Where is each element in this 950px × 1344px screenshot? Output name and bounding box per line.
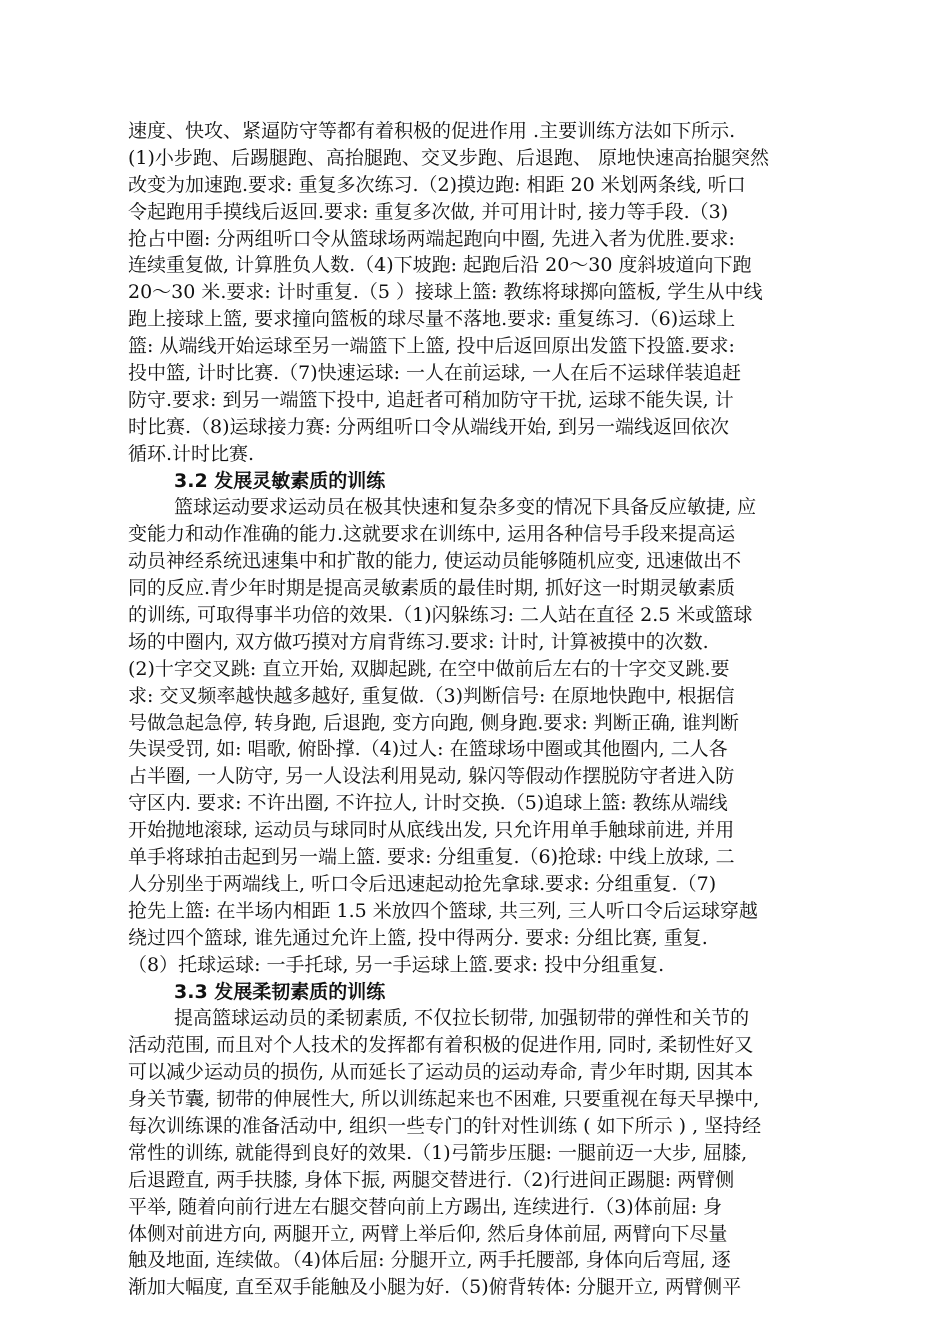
text-line: 提高篮球运动员的柔韧素质, 不仅拉长韧带, 加强韧带的弹性和关节的: [174, 1007, 750, 1030]
text-line: 篮球运动要求运动员在极其快速和复杂多变的情况下具备反应敏捷, 应: [174, 496, 757, 519]
text-line: 速度、快攻、紧逼防守等都有着积极的促进作用 .主要训练方法如下所示.: [128, 120, 736, 142]
section-heading-agility: 3.2 发展灵敏素质的训练: [174, 469, 386, 492]
text-line: 身关节囊, 韧带的伸展性大, 所以训练起来也不困难, 只要重视在每天早操中,: [128, 1088, 760, 1111]
section-heading-flexibility: 3.3 发展柔韧素质的训练: [174, 980, 386, 1003]
text-line: 绕过四个篮球, 谁先通过允许上篮, 投中得两分. 要求: 分组比赛, 重复.: [128, 926, 708, 949]
text-line: 同的反应.青少年时期是提高灵敏素质的最佳时期, 抓好这一时期灵敏素质: [128, 577, 736, 600]
text-line: 占半圈, 一人防守, 另一人设法利用晃动, 躲闪等假动作摆脱防守者进入防: [128, 765, 735, 788]
text-line: 20～30 米.要求: 计时重复.（5 ）接球上篮: 教练将球掷向篮板, 学生从中线: [128, 281, 763, 304]
text-line: 人分别坐于两端线上, 听口令后迅速起动抢先拿球.要求: 分组重复.（7): [128, 872, 717, 895]
text-line: 变能力和动作准确的能力.这就要求在训练中, 运用各种信号手段来提高运: [128, 523, 736, 546]
text-line: 单手将球拍击起到另一端上篮. 要求: 分组重复.（6)抢球: 中线上放球, 二: [128, 846, 735, 869]
text-line: 连续重复做, 计算胜负人数.（4)下坡跑: 起跑后沿 20～30 度斜坡道向下跑: [128, 254, 752, 277]
text-line: 投中篮, 计时比赛.（7)快速运球: 一人在前运球, 一人在后不运球佯装追赶: [128, 362, 742, 385]
text-line: 抢占中圈: 分两组听口令从篮球场两端起跑向中圈, 先进入者为优胜.要求:: [128, 227, 735, 250]
text-line: 守区内. 要求: 不许出圈, 不许拉人, 计时交换.（5)追球上篮: 教练从端线: [128, 792, 728, 815]
text-line: 时比赛.（8)运球接力赛: 分两组听口令从端线开始, 到另一端线返回依次: [128, 415, 730, 438]
text-line: 触及地面, 连续做。（4)体后屈: 分腿开立, 两手托腰部, 身体向后弯屈, 逐: [128, 1249, 731, 1272]
text-line: (1)小步跑、后踢腿跑、高抬腿跑、交叉步跑、后退跑、 原地快速高抬腿突然: [128, 146, 769, 169]
paragraph-agility-training: [128, 494, 862, 978]
text-line: 失误受罚, 如: 唱歌, 俯卧撑.（4)过人: 在篮球场中圈或其他圈内, 二人各: [128, 738, 728, 761]
text-line: 号做急起急停, 转身跑, 后退跑, 变方向跑, 侧身跑.要求: 判断正确, 谁判断: [128, 711, 739, 734]
paragraph-speed-training: [128, 118, 862, 468]
text-line: 平举, 随着向前行进左右腿交替向前上方踢出, 连续进行.（3)体前屈: 身: [128, 1195, 723, 1218]
text-line: 每次训练课的准备活动中, 组织一些专门的针对性训练 ( 如下所示 ) , 坚持经: [128, 1114, 762, 1137]
text-line: (2)十字交叉跳: 直立开始, 双脚起跳, 在空中做前后左右的十字交叉跳.要: [128, 657, 730, 680]
text-line: 可以减少运动员的损伤, 从而延长了运动员的运动寿命, 青少年时期, 因其本: [128, 1061, 754, 1084]
text-line: 场的中圈内, 双方做巧摸对方肩背练习.要求: 计时, 计算被摸中的次数.: [128, 630, 709, 653]
text-line: 动员神经系统迅速集中和扩散的能力, 使运动员能够随机应变, 迅速做出不: [128, 550, 742, 573]
text-line: 活动范围, 而且对个人技术的发挥都有着积极的促进作用, 同时, 柔韧性好又: [128, 1034, 754, 1057]
text-line: 令起跑用手摸线后返回.要求: 重复多次做, 并可用计时, 接力等手段.（3): [128, 200, 729, 223]
text-line: 抢先上篮: 在半场内相距 1.5 米放四个篮球, 共三列, 三人听口令后运球穿越: [128, 899, 758, 922]
text-line: 后退蹬直, 两手扶膝, 身体下振, 两腿交替进行.（2)行进间正踢腿: 两臂侧: [128, 1168, 735, 1191]
text-line: 的训练, 可取得事半功倍的效果.（1)闪躲练习: 二人站在直径 2.5 米或篮球: [128, 604, 753, 627]
text-line: 渐加大幅度, 直至双手能触及小腿为好.（5)俯背转体: 分腿开立, 两臂侧平: [128, 1276, 742, 1299]
text-line: 常性的训练, 就能得到良好的效果.（1)弓箭步压腿: 一腿前迈一大步, 屈膝,: [128, 1141, 748, 1164]
text-line: （8）托球运球: 一手托球, 另一手运球上篮.要求: 投中分组重复.: [128, 953, 665, 976]
text-line: 开始抛地滚球, 运动员与球同时从底线出发, 只允许用单手触球前进, 并用: [128, 819, 735, 842]
text-line: 体侧对前进方向, 两腿开立, 两臂上举后仰, 然后身体前屈, 两臂向下尽量: [128, 1222, 728, 1245]
paragraph-flexibility-training: [128, 1005, 862, 1301]
text-line: 篮: 从端线开始运球至另一端篮下上篮, 投中后返回原出发篮下投篮.要求:: [128, 335, 735, 358]
text-line: 循环.计时比赛.: [128, 442, 255, 465]
document-body: [128, 118, 862, 1301]
text-line: 改变为加速跑.要求: 重复多次练习.（2)摸边跑: 相距 20 米划两条线, 听口: [128, 173, 746, 196]
text-line: 跑上接球上篮, 要求撞向篮板的球尽量不落地.要求: 重复练习.（6)运球上: [128, 308, 736, 331]
text-line: 求: 交叉频率越快越多越好, 重复做.（3)判断信号: 在原地快跑中, 根据信: [128, 684, 735, 707]
text-line: 防守.要求: 到另一端篮下投中, 追赶者可稍加防守干扰, 运球不能失误, 计: [128, 388, 734, 411]
